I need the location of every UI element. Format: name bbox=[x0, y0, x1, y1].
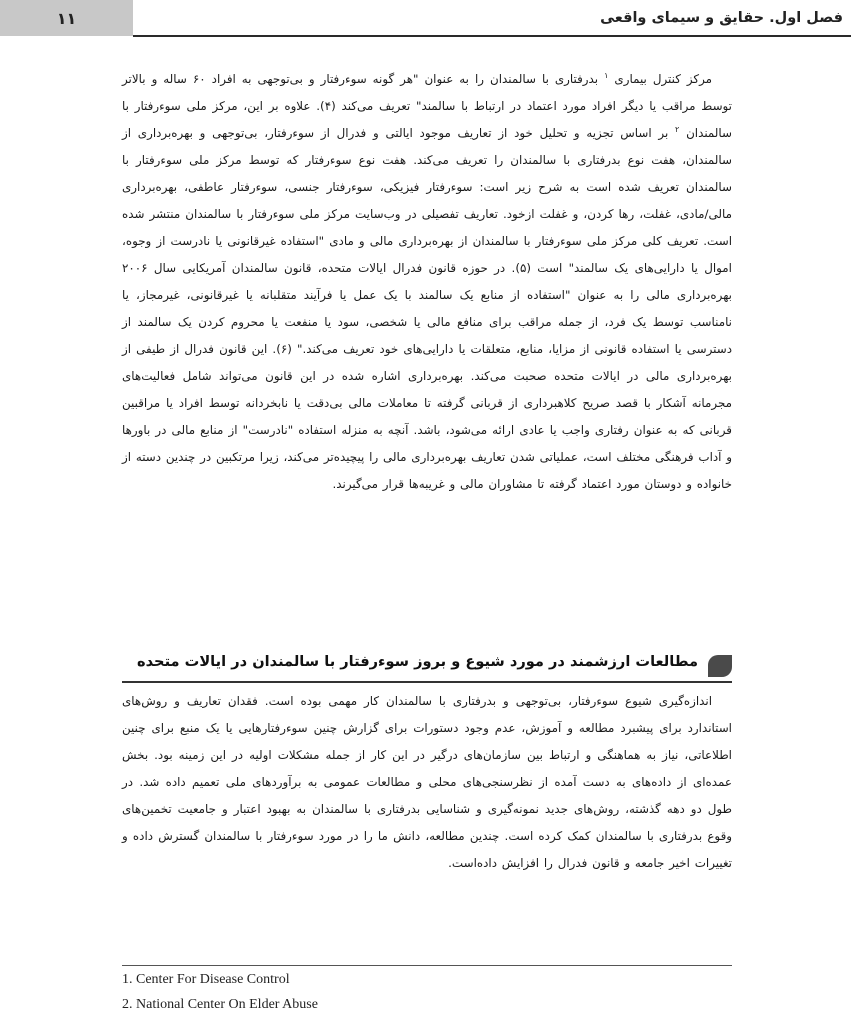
paragraph-2: اندازه‌گیری شیوع سوءرفتار، بی‌توجهی و بدرفتاری با سالمندان کار مهمی بوده است. فقدان تعاریف و روش‌های استاندارد برای پیشبرد مطالعه و آموزش، عدم وجود دستورات برای گزارش چنین سوءرفتارهایی یا یک منبع برای چنین اطلاعاتی، نیاز به هماهنگی و ارتباط بین سازمان‌های درگیر در این کار از جمله مشکلات اولیه در این زمینه بود. بخش عمده‌ای از داده‌های به دست آمده از نظرسنجی‌های محلی و مطالعات عمومی به برآوردهای ملی تعمیم داده شد. در طول دو دهه گذشته، روش‌های جدید نمونه‌گیری و شناسایی بدرفتاری با سالمندان به بهبود اعتبار و جامعیت تخمین‌های وقوع بدرفتاری با سالمندان کمک کرده است. چندین مطالعه، دانش ما را در مورد سوءرفتار با سالمندان گسترش داده و تغییرات اخیر جامعه و قانون فدرال را افزایش داده‌است. bbox=[122, 694, 732, 870]
page-number: ۱۱ bbox=[0, 0, 133, 36]
section-title: مطالعات ارزشمند در مورد شیوع و بروز سوءرفتار با سالمندان در ایالات متحده bbox=[137, 653, 698, 670]
chapter-title: حقایق و سیمای واقعی bbox=[600, 10, 765, 26]
footnote-2: 2. National Center On Elder Abuse bbox=[122, 997, 318, 1012]
footnote-ref-1[interactable]: ۱ bbox=[604, 71, 609, 81]
footnote-1: 1. Center For Disease Control bbox=[122, 972, 290, 987]
paragraph-1-part-3: بر اساس تجزیه و تحلیل خود از تعاریف موجود ایالتی و فدرال از سوءرفتار، بی‌توجهی و بهره‌برداری از سالمندان، هفت نوع بدرفتاری با سالمندان را تعریف می‌کند. هفت نوع سوءرفتار که توسط مرکز ملی سوءرفتار با سالمندان تعریف شده است به شرح زیر است: سوءرفتار فیزیکی، سوءرفتار جنسی، سوءرفتار عاطفی، بهره‌برداری مالی/مادی، غفلت، رها کردن، و غفلت ازخود. تعاریف تفصیلی در وب‌سایت مرکز ملی سوءرفتار با سالمندان منتشر شده است. تعریف کلی مرکز ملی سوءرفتار با سالمندان از بهره‌برداری مالی و مادی "استفاده غیرقانونی یا نادرست از وجوه، اموال یا دارایی‌های یک سالمند" است (۵). در حوزه قانون فدرال ایالات متحده، قانون سالمندان آمریکایی سال ۲۰۰۶ بهره‌برداری مالی را به عنوان "استفاده از منابع یک سالمند با یک عمل یا فرآیند متقلبانه یا غیرقانونی، غیرمجاز، یا نامناسب توسط یک فرد، از جمله مراقب برای منافع مالی یا شخصی، سود یا منفعت یا محروم کردن یک سالمند از دسترسی یا استفاده قانونی از مزایا، منابع، متعلقات یا دارایی‌های خود تعریف می‌کند." (۶). این قانون فدرال از طیفی از بهره‌برداری مالی در ایالات متحده صحبت می‌کند. بهره‌برداری اشاره شده در این قانون می‌تواند شامل فعالیت‌های مجرمانه آشکار با قصد صریح کلاهبرداری از قربانی گرفته تا معاملات مالی بی‌دقت یا نابخردانه توسط افراد یا مراقبین قربانی که به عنوان رفتاری واجب یا عادی ارائه می‌شود، باشد. آنچه به منزله استفاده "نادرست" از منابع مالی در باورها و آداب فرهنگی مختلف است، عملیاتی شدن تعاریف بهره‌برداری مالی را پیچیده‌تر می‌کند، زیرا مرتکبین در چندین دسته از خانواده و دوستان مورد اعتماد گرفته تا مشاوران مالی و غریبه‌ها قرار می‌گیرند. bbox=[122, 126, 732, 491]
running-title bbox=[600, 0, 843, 36]
running-header bbox=[0, 0, 851, 40]
header-rule bbox=[133, 35, 851, 37]
chapter-label: فصل اول. bbox=[769, 10, 843, 26]
footnote-divider bbox=[122, 965, 732, 966]
section-heading bbox=[122, 650, 732, 684]
section-marker-icon bbox=[708, 655, 732, 677]
section-rule bbox=[122, 681, 732, 683]
paragraph-1-part-2: بدرفتاری با سالمندان را به عنوان "هر گونه سوءرفتار و بی‌توجهی به افراد ۶۰ ساله و بالاتر توسط مراقب یا دیگر افراد مورد اعتماد در ارتباط با سالمند" تعریف می‌کند (۴). علاوه بر این، مرکز ملی سوءرفتار با سالمندان bbox=[122, 72, 733, 140]
paragraph-1-part-1: مرکز کنترل بیماری bbox=[614, 72, 713, 86]
paragraph-1 bbox=[122, 66, 732, 498]
footnote-ref-2[interactable]: ۲ bbox=[675, 125, 680, 135]
